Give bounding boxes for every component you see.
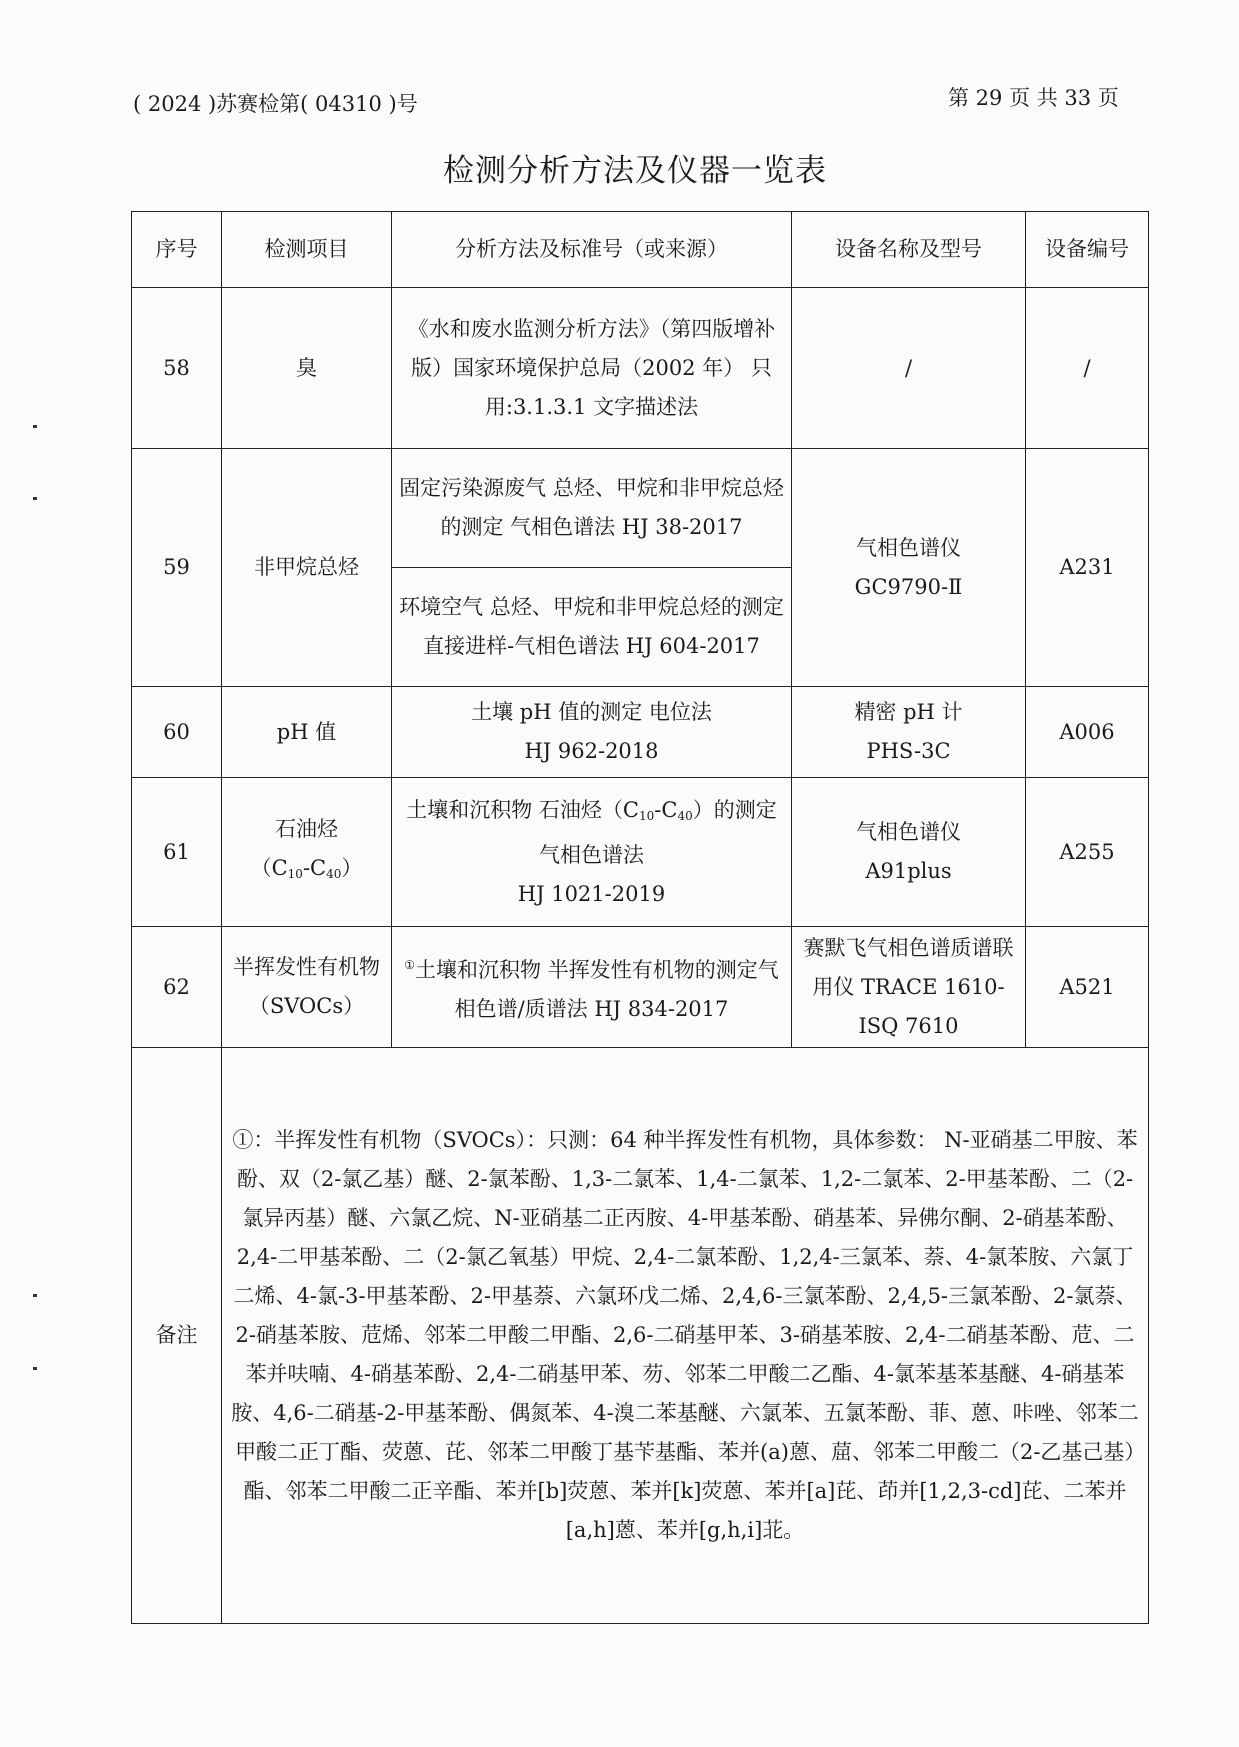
col-header-equipment: 设备名称及型号 [792, 212, 1026, 288]
method-name: 土壤 pH 值的测定 电位法 [471, 700, 712, 724]
table-header-row [132, 212, 1149, 288]
footnote-marker: ① [404, 957, 416, 972]
row-method: 固定污染源废气 总烃、甲烷和非甲烷总烃的测定 气相色谱法 HJ 38-2017 [392, 449, 792, 568]
notes-text: ①：半挥发性有机物（SVOCs）：只测：64 种半挥发性有机物，具体参数： N-亚硝基二甲胺、苯酚、双（2-氯乙基）醚、2-氯苯酚、1,3-二氯苯、1,4-二氯苯、1,2-二氯苯、2-甲基苯酚、二（2-氯异丙基）醚、六氯乙烷、N-亚硝基二正丙胺、4-甲基苯酚、硝基苯、异佛尔酮、2-硝基苯酚、2,4-二甲基苯酚、二（2-氯乙氧基）甲烷、2,4-二氯苯酚、1,2,4-三氯苯、萘、4-氯苯胺、六氯丁二烯、4-氯-3-甲基苯酚、2-甲基萘、六氯环戊二烯、2,4,6-三氯苯酚、2,4,5-三氯苯酚、2-氯萘、2-硝基苯胺、苊烯、邻苯二甲酸二甲酯、2,6-二硝基甲苯、3-硝基苯胺、2,4-二硝基苯酚、苊、二苯并呋喃、4-硝基苯酚、2,4-二硝基甲苯、芴、邻苯二甲酸二乙酯、4-氯苯基苯基醚、4-硝基苯胺、4,6-二硝基-2-甲基苯酚、偶氮苯、4-溴二苯基醚、六氯苯、五氯苯酚、菲、蒽、咔唑、邻苯二甲酸二正丁酯、荧蒽、芘、邻苯二甲酸丁基苄基酯、苯并(a)蒽、䓛、邻苯二甲酸二（2-乙基己基）酯、邻苯二甲酸二正辛酯、苯并[b]荧蒽、苯并[k]荧蒽、苯并[a]芘、茚并[1,2,3-cd]芘、二苯并[a,h]蒽、苯并[g,h,i]苝。 [222, 1048, 1149, 1624]
row-no: 60 [132, 687, 222, 778]
notes-label: 备注 [132, 1048, 222, 1624]
row-equip-no: A255 [1026, 778, 1149, 927]
row-item [222, 778, 392, 927]
method-standard: HJ 1021-2019 [517, 881, 666, 906]
equipment-name: 精密 pH 计 [854, 700, 963, 724]
table-row [132, 927, 1149, 1048]
table-row [132, 288, 1149, 449]
row-equip-no: / [1026, 288, 1149, 449]
item-name: 石油烃 [275, 817, 338, 841]
page-title: 检测分析方法及仪器一览表 [443, 153, 827, 189]
method-standard: HJ 962-2018 [524, 739, 659, 763]
item-range: $(C_{10}-C_{40})$ [250, 856, 363, 881]
report-number: ( 2024 )苏赛检第( 04310 )号 [133, 92, 418, 116]
scan-mark [33, 497, 37, 500]
row-item: 非甲烷总烃 [222, 449, 392, 687]
table-row [132, 449, 1149, 568]
row-method: ①土壤和沉积物 半挥发性有机物的测定气相色谱/质谱法 HJ 834-2017 [392, 927, 792, 1048]
row-equipment [792, 778, 1026, 927]
row-equipment [792, 687, 1026, 778]
row-item: pH 值 [222, 687, 392, 778]
equipment-model: A91plus [865, 859, 952, 883]
row-equip-no: A231 [1026, 449, 1149, 687]
row-no: 58 [132, 288, 222, 449]
row-method: 环境空气 总烃、甲烷和非甲烷总烃的测定 直接进样-气相色谱法 HJ 604-2017 [392, 568, 792, 687]
scan-mark [33, 1367, 37, 1370]
scan-mark [33, 425, 37, 428]
row-method [392, 687, 792, 778]
table-row [132, 687, 1149, 778]
row-item: 臭 [222, 288, 392, 449]
row-equip-no: A006 [1026, 687, 1149, 778]
table-row [132, 778, 1149, 927]
row-equipment [792, 449, 1026, 687]
col-header-method: 分析方法及标准号（或来源） [392, 212, 792, 288]
row-item: 半挥发性有机物（SVOCs） [222, 927, 392, 1048]
method-name: 土壤和沉积物 石油烃$(C_{10}-C_{40})$的测定 气相色谱法 [406, 797, 777, 867]
equipment-model: PHS-3C [866, 739, 951, 763]
row-method [392, 778, 792, 927]
row-equip-no: A521 [1026, 927, 1149, 1048]
col-header-equip-no: 设备编号 [1026, 212, 1149, 288]
row-method: 《水和废水监测分析方法》（第四版增补版）国家环境保护总局（2002 年） 只用:3.1.3.1 文字描述法 [392, 288, 792, 449]
col-header-item: 检测项目 [222, 212, 392, 288]
row-equipment: 赛默飞气相色谱质谱联用仪 TRACE 1610-ISQ 7610 [792, 927, 1026, 1048]
row-no: 61 [132, 778, 222, 927]
scan-mark [33, 1294, 37, 1297]
page-number: 第 29 页 共 33 页 [948, 86, 1119, 110]
col-header-no: 序号 [132, 212, 222, 288]
notes-row [132, 1048, 1149, 1624]
equipment-name: 气相色谱仪 [856, 820, 961, 844]
row-no: 62 [132, 927, 222, 1048]
equipment-model: GC9790-Ⅱ [854, 574, 963, 599]
methods-table [131, 211, 1149, 1624]
row-equipment: / [792, 288, 1026, 449]
equipment-name: 气相色谱仪 [856, 535, 961, 560]
row-no: 59 [132, 449, 222, 687]
